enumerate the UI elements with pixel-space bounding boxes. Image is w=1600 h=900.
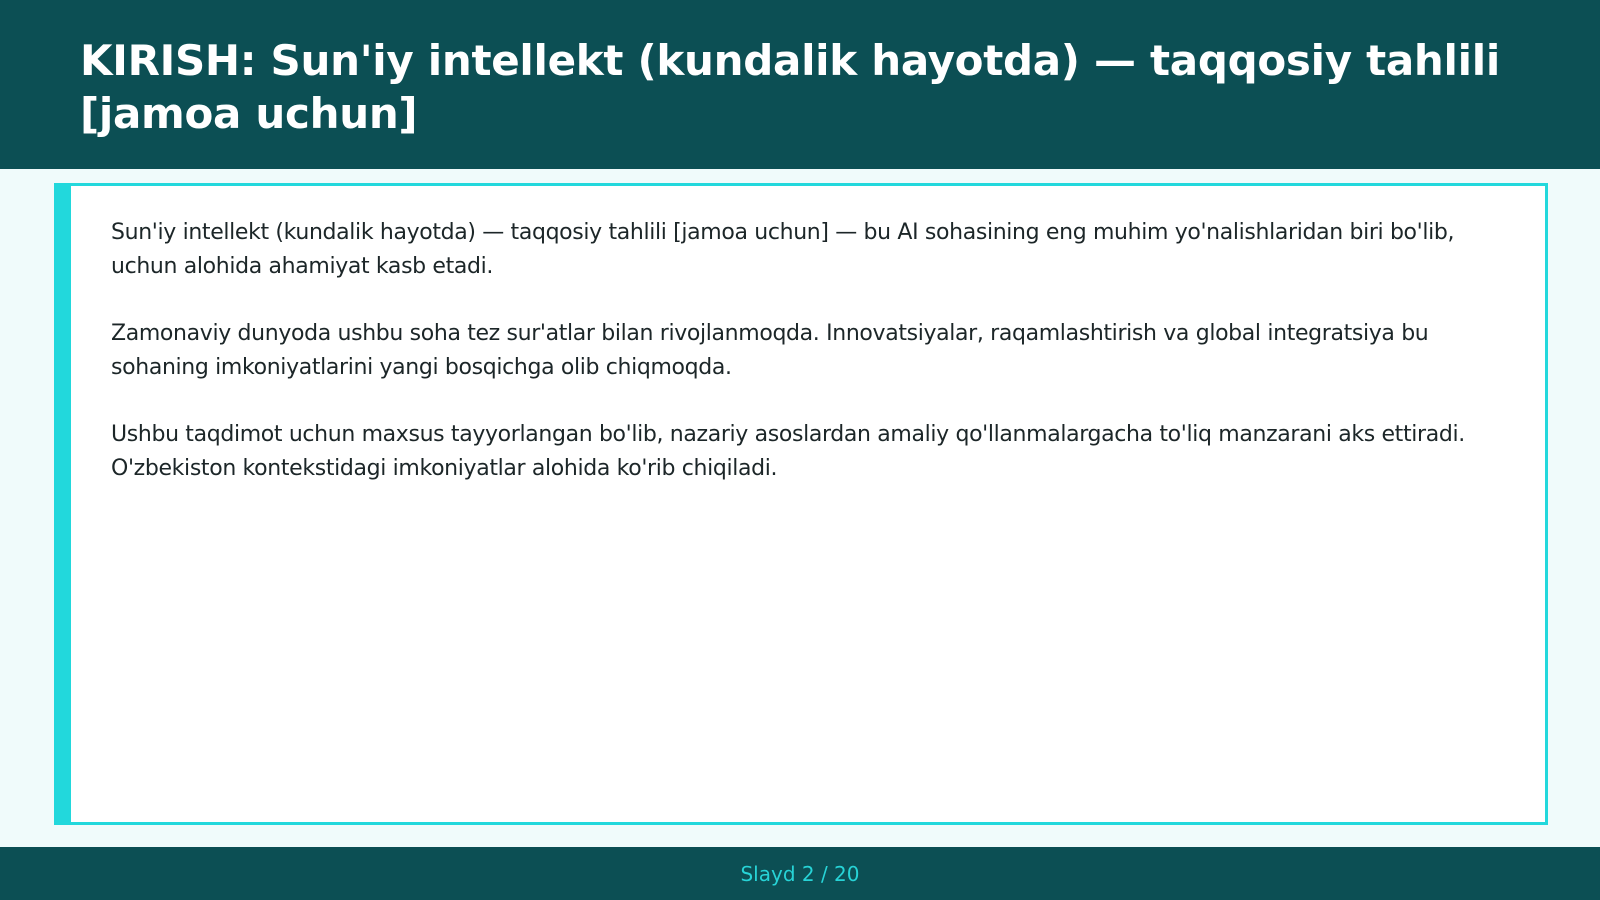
paragraph-modern-world: Zamonaviy dunyoda ushbu soha tez sur'atlar bilan rivojlanmoqda. Innovatsiyalar, raqamlashtirish va global integratsiya bu sohaning imkoniyatlarini yangi bosqichga olib chiqmoqda.: [111, 321, 1429, 380]
slide-footer: [0, 847, 1600, 900]
slide-title: KIRISH: Sun'iy intellekt (kundalik hayotda) — taqqosiy tahlili [jamoa uchun]: [80, 36, 1500, 138]
content-card: [54, 183, 1548, 825]
paragraph-presentation-scope: Ushbu taqdimot uchun maxsus tayyorlangan bo'lib, nazariy asoslardan amaliy qo'llanmalargacha to'liq manzarani aks ettiradi. O'zbekiston kontekstidagi imkoniyatlar alohida ko'rib chiqiladi.: [111, 422, 1465, 481]
slide-counter: Slayd 2 / 20: [740, 861, 860, 886]
paragraph-intro: Sun'iy intellekt (kundalik hayotda) — taqqosiy tahlili [jamoa uchun] — bu AI sohasining eng muhim yo'nalishlaridan biri bo'lib, uchun alohida ahamiyat kasb etadi.: [111, 220, 1455, 279]
slide-header: [0, 0, 1600, 169]
